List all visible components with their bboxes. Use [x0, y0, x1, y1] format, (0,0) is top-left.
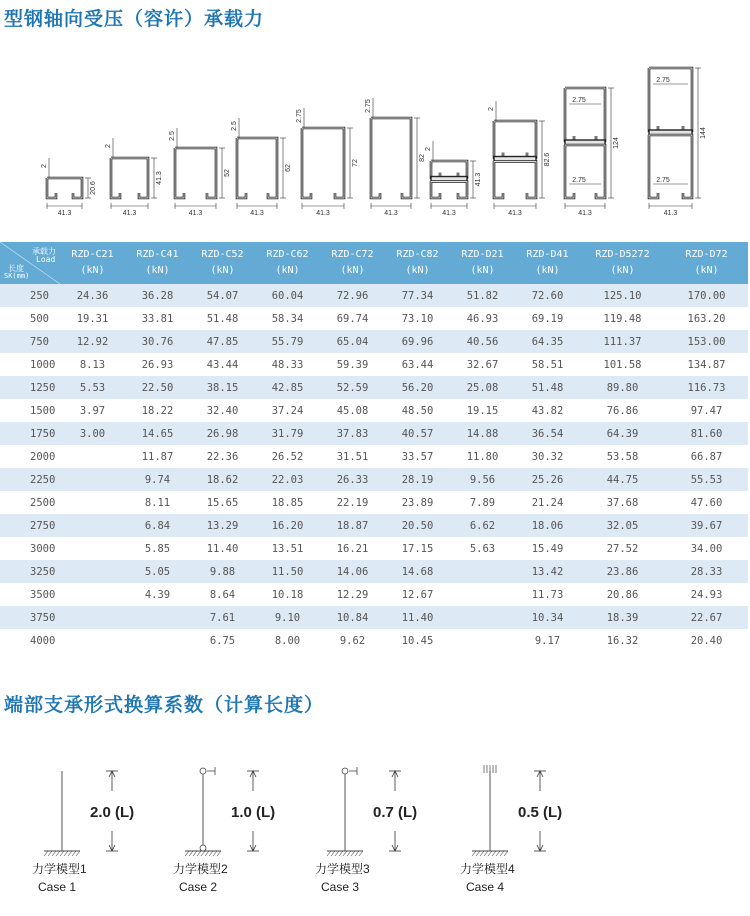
height-dimension: 62	[285, 164, 292, 172]
load-cell: 170.00	[665, 284, 748, 307]
load-cell: 8.11	[125, 491, 190, 514]
length-cell: 1250	[0, 376, 60, 399]
load-cell: 64.35	[515, 330, 580, 353]
column-name: RZD-D5272	[595, 249, 650, 260]
load-cell: 69.96	[385, 330, 450, 353]
thickness-dimension: 2.75	[572, 177, 586, 184]
load-cell	[60, 445, 125, 468]
case-label: Case 2	[179, 880, 218, 894]
load-cell: 13.42	[515, 560, 580, 583]
corner-length-en: SK(mm)	[4, 272, 30, 280]
load-cell: 48.50	[385, 399, 450, 422]
load-cell: 10.18	[255, 583, 320, 606]
table-row	[0, 330, 748, 353]
load-cell: 28.33	[665, 560, 748, 583]
load-cell: 18.85	[255, 491, 320, 514]
thickness-dimension: 2.75	[572, 97, 586, 104]
height-dimension: 82	[419, 154, 426, 162]
load-cell: 25.26	[515, 468, 580, 491]
length-cell: 1000	[0, 353, 60, 376]
load-cell: 10.45	[385, 629, 450, 652]
column-unit: (kN)	[340, 265, 365, 276]
height-dimension: 82.6	[544, 152, 551, 167]
profile-2	[105, 138, 163, 217]
load-cell: 31.51	[320, 445, 385, 468]
load-cell: 27.52	[580, 537, 665, 560]
column-name: RZD-C21	[71, 249, 114, 260]
length-cell: 3500	[0, 583, 60, 606]
load-cell: 47.85	[190, 330, 255, 353]
length-factor: 0.7 (L)	[373, 804, 418, 821]
case-label: Case 3	[321, 880, 360, 894]
load-cell: 33.57	[385, 445, 450, 468]
load-cell: 9.10	[255, 606, 320, 629]
table-row	[0, 606, 748, 629]
thickness-dimension: 2.75	[656, 177, 670, 184]
column-name: RZD-D72	[685, 249, 728, 260]
load-cell: 55.53	[665, 468, 748, 491]
case-2	[173, 767, 275, 894]
load-cell: 39.67	[665, 514, 748, 537]
case-1	[32, 771, 134, 894]
load-cell: 19.15	[450, 399, 515, 422]
length-cell: 1750	[0, 422, 60, 445]
load-cell: 42.85	[255, 376, 320, 399]
load-cell: 65.04	[320, 330, 385, 353]
profile-8	[488, 101, 551, 217]
load-cell: 6.84	[125, 514, 190, 537]
table-row	[0, 468, 748, 491]
load-cell: 51.82	[450, 284, 515, 307]
column-header	[580, 242, 665, 284]
load-cell: 5.85	[125, 537, 190, 560]
load-cell: 24.36	[60, 284, 125, 307]
load-cell: 31.79	[255, 422, 320, 445]
profile-1	[41, 158, 97, 217]
load-cell: 45.08	[320, 399, 385, 422]
length-cell: 500	[0, 307, 60, 330]
load-cell: 40.57	[385, 422, 450, 445]
load-cell: 5.63	[450, 537, 515, 560]
load-cell: 26.93	[125, 353, 190, 376]
profile-7	[425, 141, 482, 217]
length-cell: 3750	[0, 606, 60, 629]
load-cell: 9.62	[320, 629, 385, 652]
load-cell: 14.88	[450, 422, 515, 445]
case-label: Case 4	[466, 880, 505, 894]
load-cell: 69.19	[515, 307, 580, 330]
load-cell: 20.86	[580, 583, 665, 606]
load-cell: 22.67	[665, 606, 748, 629]
load-cell: 26.33	[320, 468, 385, 491]
load-cell: 47.60	[665, 491, 748, 514]
width-dimension: 41.3	[578, 210, 592, 217]
section-title-load-capacity: 型钢轴向受压（容许）承载力	[4, 8, 265, 30]
load-cell: 32.67	[450, 353, 515, 376]
length-factor: 2.0 (L)	[90, 804, 135, 821]
profile-drawings	[0, 40, 750, 217]
load-cell: 10.34	[515, 606, 580, 629]
load-cell: 9.56	[450, 468, 515, 491]
length-cell: 250	[0, 284, 60, 307]
load-cell: 119.48	[580, 307, 665, 330]
load-cell	[60, 514, 125, 537]
load-cell: 46.93	[450, 307, 515, 330]
load-cell: 7.61	[190, 606, 255, 629]
load-cell	[125, 606, 190, 629]
load-cell: 73.10	[385, 307, 450, 330]
load-cell: 76.86	[580, 399, 665, 422]
load-cell: 163.20	[665, 307, 748, 330]
column-header	[125, 242, 190, 284]
model-label: 力学模型1	[32, 862, 87, 876]
load-cell: 97.47	[665, 399, 748, 422]
thickness-dimension: 2	[105, 144, 112, 148]
height-dimension: 72	[352, 159, 359, 167]
load-cell: 14.68	[385, 560, 450, 583]
load-cell: 19.31	[60, 307, 125, 330]
column-unit: (kN)	[470, 265, 495, 276]
load-cell: 26.52	[255, 445, 320, 468]
table-row	[0, 629, 748, 652]
load-cell: 52.59	[320, 376, 385, 399]
load-cell: 16.20	[255, 514, 320, 537]
thickness-dimension: 2	[488, 107, 495, 111]
length-cell: 2000	[0, 445, 60, 468]
load-cell: 22.36	[190, 445, 255, 468]
load-cell: 8.13	[60, 353, 125, 376]
profile-9	[565, 88, 620, 217]
width-dimension: 41.3	[442, 210, 456, 217]
width-dimension: 41.3	[188, 210, 203, 217]
load-cell: 18.62	[190, 468, 255, 491]
height-dimension: 52	[224, 169, 231, 177]
load-cell: 153.00	[665, 330, 748, 353]
length-factor: 0.5 (L)	[518, 804, 563, 821]
load-cell: 54.07	[190, 284, 255, 307]
load-cell: 12.92	[60, 330, 125, 353]
case-4	[460, 765, 562, 894]
profile-6	[365, 98, 426, 217]
load-cell: 55.79	[255, 330, 320, 353]
load-cell: 10.84	[320, 606, 385, 629]
load-cell	[60, 583, 125, 606]
load-cell: 37.24	[255, 399, 320, 422]
load-cell: 23.86	[580, 560, 665, 583]
table-row	[0, 491, 748, 514]
load-cell: 32.40	[190, 399, 255, 422]
column-name: RZD-C62	[266, 249, 309, 260]
load-cell	[60, 468, 125, 491]
load-cell: 125.10	[580, 284, 665, 307]
load-cell: 9.17	[515, 629, 580, 652]
length-cell: 2250	[0, 468, 60, 491]
load-cell: 43.82	[515, 399, 580, 422]
load-cell: 18.22	[125, 399, 190, 422]
table-row	[0, 376, 748, 399]
load-cell: 11.87	[125, 445, 190, 468]
height-dimension: 20.6	[90, 181, 97, 195]
load-cell: 6.75	[190, 629, 255, 652]
load-cell: 48.33	[255, 353, 320, 376]
load-cell: 3.97	[60, 399, 125, 422]
load-cell: 5.53	[60, 376, 125, 399]
profile-10	[649, 68, 707, 217]
table-row	[0, 422, 748, 445]
load-cell: 36.28	[125, 284, 190, 307]
load-cell: 22.50	[125, 376, 190, 399]
column-unit: (kN)	[145, 265, 170, 276]
table-corner-header	[0, 242, 60, 284]
column-header	[320, 242, 385, 284]
load-cell: 4.39	[125, 583, 190, 606]
load-cell: 18.06	[515, 514, 580, 537]
load-cell: 8.64	[190, 583, 255, 606]
load-cell: 32.05	[580, 514, 665, 537]
load-cell: 20.40	[665, 629, 748, 652]
column-header	[665, 242, 748, 284]
load-cell: 17.15	[385, 537, 450, 560]
thickness-dimension: 2.75	[656, 77, 670, 84]
profile-3	[169, 128, 231, 217]
load-cell	[450, 560, 515, 583]
load-cell: 72.60	[515, 284, 580, 307]
thickness-dimension: 2.5	[169, 131, 176, 141]
load-cell: 30.32	[515, 445, 580, 468]
load-cell: 11.40	[190, 537, 255, 560]
load-cell: 5.05	[125, 560, 190, 583]
model-label: 力学模型2	[173, 862, 228, 876]
profile-4	[231, 118, 292, 217]
load-cell: 44.75	[580, 468, 665, 491]
load-cell: 16.21	[320, 537, 385, 560]
load-cell: 15.49	[515, 537, 580, 560]
table-header-row	[0, 242, 748, 284]
load-cell: 77.34	[385, 284, 450, 307]
column-unit: (kN)	[610, 265, 635, 276]
load-cell: 51.48	[190, 307, 255, 330]
height-dimension: 144	[700, 127, 707, 139]
load-cell: 11.40	[385, 606, 450, 629]
load-cell: 89.80	[580, 376, 665, 399]
thickness-dimension: 2	[425, 147, 432, 151]
load-cell: 26.98	[190, 422, 255, 445]
load-cell: 28.19	[385, 468, 450, 491]
load-cell: 66.87	[665, 445, 748, 468]
table-row	[0, 399, 748, 422]
width-dimension: 41.3	[508, 210, 522, 217]
load-cell: 12.67	[385, 583, 450, 606]
load-cell: 40.56	[450, 330, 515, 353]
load-cell: 11.50	[255, 560, 320, 583]
load-cell: 43.44	[190, 353, 255, 376]
support-cases-diagram	[0, 735, 750, 916]
height-dimension: 41.3	[156, 171, 163, 185]
column-name: RZD-D41	[526, 249, 569, 260]
thickness-dimension: 2	[41, 164, 48, 168]
load-cell: 51.48	[515, 376, 580, 399]
load-cell: 18.87	[320, 514, 385, 537]
corner-load-en: Load	[36, 255, 56, 264]
load-cell: 12.29	[320, 583, 385, 606]
load-cell: 11.73	[515, 583, 580, 606]
column-unit: (kN)	[80, 265, 105, 276]
load-cell: 37.68	[580, 491, 665, 514]
load-cell: 3.00	[60, 422, 125, 445]
load-cell: 11.80	[450, 445, 515, 468]
width-dimension: 41.3	[663, 210, 678, 217]
load-cell: 23.89	[385, 491, 450, 514]
column-unit: (kN)	[405, 265, 430, 276]
width-dimension: 41.3	[316, 210, 330, 217]
profile-5	[296, 108, 359, 217]
load-cell: 33.81	[125, 307, 190, 330]
load-cell: 111.37	[580, 330, 665, 353]
load-cell: 21.24	[515, 491, 580, 514]
load-cell: 63.44	[385, 353, 450, 376]
load-cell	[60, 629, 125, 652]
load-cell: 16.32	[580, 629, 665, 652]
column-header	[515, 242, 580, 284]
load-cell: 72.96	[320, 284, 385, 307]
model-label: 力学模型4	[460, 862, 515, 876]
load-cell: 36.54	[515, 422, 580, 445]
column-header	[255, 242, 320, 284]
column-header	[450, 242, 515, 284]
load-cell: 9.88	[190, 560, 255, 583]
load-cell: 53.58	[580, 445, 665, 468]
load-cell: 25.08	[450, 376, 515, 399]
table-row	[0, 560, 748, 583]
column-header	[60, 242, 125, 284]
case-3	[315, 767, 417, 894]
load-cell: 56.20	[385, 376, 450, 399]
width-dimension: 41.3	[122, 210, 137, 217]
thickness-dimension: 2.75	[365, 99, 372, 113]
length-cell: 3250	[0, 560, 60, 583]
table-row	[0, 284, 748, 307]
column-name: RZD-C41	[136, 249, 179, 260]
height-dimension: 41.3	[475, 172, 482, 187]
height-dimension: 124	[613, 137, 620, 149]
table-row	[0, 353, 748, 376]
load-cell: 38.15	[190, 376, 255, 399]
column-header	[190, 242, 255, 284]
length-cell: 4000	[0, 629, 60, 652]
load-cell: 14.65	[125, 422, 190, 445]
length-cell: 2500	[0, 491, 60, 514]
thickness-dimension: 2.75	[296, 109, 303, 123]
table-row	[0, 307, 748, 330]
table-row	[0, 445, 748, 468]
load-cell: 37.83	[320, 422, 385, 445]
thickness-dimension: 2.5	[231, 121, 238, 131]
column-header	[385, 242, 450, 284]
load-cell: 22.19	[320, 491, 385, 514]
table-row	[0, 514, 748, 537]
column-unit: (kN)	[694, 265, 719, 276]
load-cell: 22.03	[255, 468, 320, 491]
length-cell: 750	[0, 330, 60, 353]
model-label: 力学模型3	[315, 862, 370, 876]
load-cell: 59.39	[320, 353, 385, 376]
length-cell: 1500	[0, 399, 60, 422]
table-row	[0, 583, 748, 606]
column-name: RZD-C52	[201, 249, 244, 260]
width-dimension: 41.3	[384, 210, 398, 217]
load-cell: 116.73	[665, 376, 748, 399]
length-factor: 1.0 (L)	[231, 804, 276, 821]
table-row	[0, 537, 748, 560]
load-cell: 134.87	[665, 353, 748, 376]
load-cell: 18.39	[580, 606, 665, 629]
column-name: RZD-C72	[331, 249, 374, 260]
load-cell: 58.34	[255, 307, 320, 330]
load-cell: 9.74	[125, 468, 190, 491]
case-label: Case 1	[38, 880, 77, 894]
width-dimension: 41.3	[250, 210, 264, 217]
load-cell: 69.74	[320, 307, 385, 330]
length-cell: 2750	[0, 514, 60, 537]
section-title-support-factor: 端部支承形式换算系数（计算长度）	[4, 694, 325, 716]
load-cell: 58.51	[515, 353, 580, 376]
column-name: RZD-C82	[396, 249, 439, 260]
load-cell: 101.58	[580, 353, 665, 376]
load-cell: 30.76	[125, 330, 190, 353]
load-cell: 60.04	[255, 284, 320, 307]
load-cell	[125, 629, 190, 652]
load-cell	[450, 583, 515, 606]
column-unit: (kN)	[535, 265, 560, 276]
load-cell: 13.29	[190, 514, 255, 537]
load-cell: 7.89	[450, 491, 515, 514]
load-capacity-table	[0, 242, 748, 652]
width-dimension: 41.3	[57, 210, 72, 217]
corner-length-cn: 长度	[8, 264, 24, 273]
corner-load-cn: 承载力	[32, 247, 56, 256]
load-cell: 81.60	[665, 422, 748, 445]
load-cell: 8.00	[255, 629, 320, 652]
load-cell	[60, 491, 125, 514]
column-unit: (kN)	[275, 265, 300, 276]
column-name: RZD-D21	[461, 249, 504, 260]
load-cell	[60, 560, 125, 583]
load-cell	[60, 537, 125, 560]
load-cell: 13.51	[255, 537, 320, 560]
column-unit: (kN)	[210, 265, 235, 276]
load-cell: 20.50	[385, 514, 450, 537]
load-cell: 14.06	[320, 560, 385, 583]
length-cell: 3000	[0, 537, 60, 560]
load-cell: 64.39	[580, 422, 665, 445]
load-cell: 24.93	[665, 583, 748, 606]
load-cell: 6.62	[450, 514, 515, 537]
load-cell: 34.00	[665, 537, 748, 560]
load-cell	[450, 629, 515, 652]
load-cell	[450, 606, 515, 629]
load-cell: 15.65	[190, 491, 255, 514]
load-cell	[60, 606, 125, 629]
